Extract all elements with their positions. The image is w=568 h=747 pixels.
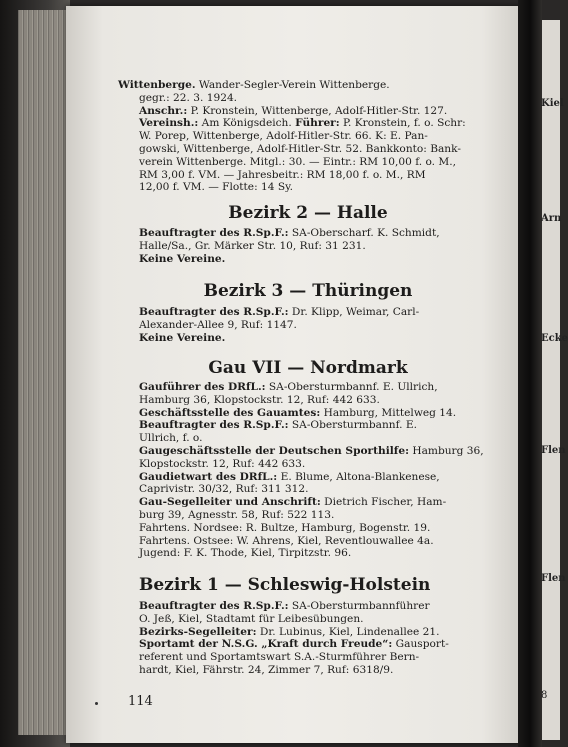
entry-label: Gauführer des DRfL.: bbox=[139, 381, 266, 393]
bezirk2-line bbox=[139, 240, 366, 253]
bezirk2-line bbox=[139, 253, 225, 266]
wittenberge-line bbox=[139, 181, 293, 194]
entry-label: Beauftragter des R.Sp.F.: bbox=[139, 419, 289, 432]
entry-text: Jugend: F. K. Thode, Kiel, Tirpitzstr. 96. bbox=[139, 547, 352, 560]
gau7-line bbox=[139, 509, 334, 522]
entry-label: Keine Vereine. bbox=[139, 252, 226, 265]
entry-text: RM 3,00 f. VM. — Jahresbeitr.: RM 18,00 f. o. M., RM bbox=[139, 168, 426, 181]
entry-text: E. Blume, Altona-Blankenese, bbox=[277, 470, 440, 483]
wittenberge-line bbox=[118, 79, 390, 92]
section-heading: Bezirk 1 — Schleswig-Holstein bbox=[139, 575, 431, 595]
next-page-word: Flen bbox=[541, 573, 566, 584]
next-page-word: Ecke bbox=[541, 333, 568, 344]
gau7-line bbox=[139, 483, 308, 496]
entry-text: SA-Obersturmbannführer bbox=[288, 600, 430, 612]
bezirk1-line bbox=[139, 626, 440, 639]
bezirk3-line bbox=[139, 332, 225, 345]
entry-text: W. Porep, Wittenberge, Adolf-Hitler-Str. 66. K: E. Pan- bbox=[139, 130, 428, 143]
entry-text: Wander-Segler-Verein Wittenberge. bbox=[195, 79, 390, 91]
entry-label: Sportamt der N.S.G. „Kraft durch Freude“: bbox=[139, 638, 393, 651]
entry-text: gegr.: 22. 3. 1924. bbox=[139, 91, 238, 104]
entry-text: Gausport- bbox=[392, 638, 449, 651]
entry-label: Gaugeschäftsstelle der Deutschen Sporthilfe: bbox=[139, 445, 409, 457]
entry-text: Hamburg, Mittelweg 14. bbox=[320, 406, 457, 419]
gau7-line bbox=[139, 547, 351, 560]
entry-text: Fahrtens. Ostsee: W. Ahrens, Kiel, Reventlouwallee 4a. bbox=[139, 534, 434, 547]
ink-dot bbox=[95, 702, 98, 705]
entry-text: Ullrich, f. o. bbox=[139, 432, 203, 445]
entry-text: Fahrtens. Nordsee: R. Bultze, Hamburg, Bogenstr. 19. bbox=[139, 521, 431, 534]
page-edges bbox=[18, 10, 70, 735]
entry-text: Dietrich Fischer, Ham- bbox=[320, 496, 447, 509]
entry-text: Dr. Klipp, Weimar, Carl- bbox=[288, 306, 420, 318]
next-page-word: Flen bbox=[541, 445, 566, 456]
entry-label: Beauftragter des R.Sp.F.: bbox=[139, 306, 289, 318]
section-heading: Gau VII — Nordmark bbox=[208, 358, 408, 378]
gau7-line bbox=[139, 419, 417, 432]
entry-label: Keine Vereine. bbox=[139, 331, 226, 344]
gau7-line bbox=[139, 407, 456, 420]
entry-text: referent und Sportamtswart S.A.-Sturmführer Bern- bbox=[139, 651, 420, 664]
bezirk1-line bbox=[139, 651, 419, 664]
entry-label: Anschr.: bbox=[139, 104, 188, 117]
gau7-line bbox=[139, 522, 430, 535]
entry-text: Dr. Lubinus, Kiel, Lindenallee 21. bbox=[256, 625, 440, 638]
gau7-line bbox=[139, 471, 440, 484]
entry-label: Führer: bbox=[295, 117, 340, 130]
entry-label: Geschäftsstelle des Gauamtes: bbox=[139, 406, 321, 419]
entry-label: Vereinsh.: bbox=[139, 117, 199, 130]
book-gutter bbox=[518, 0, 542, 747]
entry-text: 12,00 f. VM. — Flotte: 14 Sy. bbox=[139, 181, 294, 194]
entry-label: Wittenberge. bbox=[118, 79, 196, 91]
bezirk2-line bbox=[139, 227, 440, 240]
section-heading: Bezirk 3 — Thüringen bbox=[203, 281, 413, 301]
entry-text: gowski, Wittenberge, Adolf-Hitler-Str. 52. Bankkonto: Bank- bbox=[139, 143, 461, 155]
entry-text: P. Kronstein, Wittenberge, Adolf-Hitler-Str. 127. bbox=[187, 104, 448, 117]
gau7-line bbox=[139, 432, 203, 445]
entry-label: Gaudietwart des DRfL.: bbox=[139, 470, 278, 483]
entry-text: SA-Obersturmbannf. E. bbox=[288, 419, 417, 432]
bezirk3-line bbox=[139, 319, 297, 332]
entry-text: Am Königsdeich. bbox=[198, 117, 296, 130]
wittenberge-line bbox=[139, 117, 466, 130]
gau7-line bbox=[139, 496, 446, 509]
wittenberge-line bbox=[139, 156, 456, 169]
entry-text: hardt, Kiel, Fährstr. 24, Zimmer 7, Ruf: 6318/9. bbox=[139, 664, 394, 676]
entry-text: Alexander-Allee 9, Ruf: 1147. bbox=[139, 318, 297, 331]
entry-text: Hamburg 36, bbox=[408, 445, 484, 457]
section-heading: Bezirk 2 — Halle bbox=[228, 203, 388, 223]
bezirk1-line bbox=[139, 613, 364, 626]
entry-label: Beauftragter des R.Sp.F.: bbox=[139, 227, 289, 239]
wittenberge-line bbox=[139, 92, 237, 105]
entry-text: burg 39, Agnesstr. 58, Ruf: 522 113. bbox=[139, 509, 335, 521]
next-page-word: Kiel bbox=[541, 98, 564, 109]
gau7-line bbox=[139, 381, 438, 394]
wittenberge-line bbox=[139, 130, 428, 143]
entry-text: Halle/Sa., Gr. Märker Str. 10, Ruf: 31 231. bbox=[139, 239, 366, 252]
page-number: 114 bbox=[128, 694, 153, 709]
bezirk1-line bbox=[139, 638, 449, 651]
entry-text: Hamburg 36, Klopstockstr. 12, Ruf: 442 633. bbox=[139, 393, 380, 406]
gau7-line bbox=[139, 394, 380, 407]
wittenberge-line bbox=[139, 105, 447, 118]
entry-text: SA-Oberscharf. K. Schmidt, bbox=[288, 227, 440, 239]
bezirk3-line bbox=[139, 306, 419, 319]
gau7-line bbox=[139, 458, 305, 471]
next-page-word: Arn bbox=[541, 213, 562, 224]
gau7-line bbox=[139, 445, 484, 458]
gau7-line bbox=[139, 535, 434, 548]
entry-text: Klopstockstr. 12, Ruf: 442 633. bbox=[139, 457, 306, 470]
entry-text: O. Jeß, Kiel, Stadtamt für Leibesübungen. bbox=[139, 612, 364, 625]
bezirk1-line bbox=[139, 600, 430, 613]
entry-text: Caprivistr. 30/32, Ruf: 311 312. bbox=[139, 483, 309, 496]
entry-text: P. Kronstein, f. o. Schr: bbox=[339, 117, 466, 130]
entry-label: Gau-Segelleiter und Anschrift: bbox=[139, 496, 321, 509]
entry-label: Bezirks-Segelleiter: bbox=[139, 625, 257, 638]
bezirk1-line bbox=[139, 664, 393, 677]
entry-label: Beauftragter des R.Sp.F.: bbox=[139, 600, 289, 612]
entry-text: SA-Obersturmbannf. E. Ullrich, bbox=[265, 381, 438, 393]
wittenberge-line bbox=[139, 143, 461, 156]
entry-text: verein Wittenberge. Mitgl.: 30. — Eintr.: RM 10,00 f. o. M., bbox=[139, 155, 456, 168]
wittenberge-line bbox=[139, 169, 426, 182]
next-page-number: 8 bbox=[541, 690, 548, 701]
